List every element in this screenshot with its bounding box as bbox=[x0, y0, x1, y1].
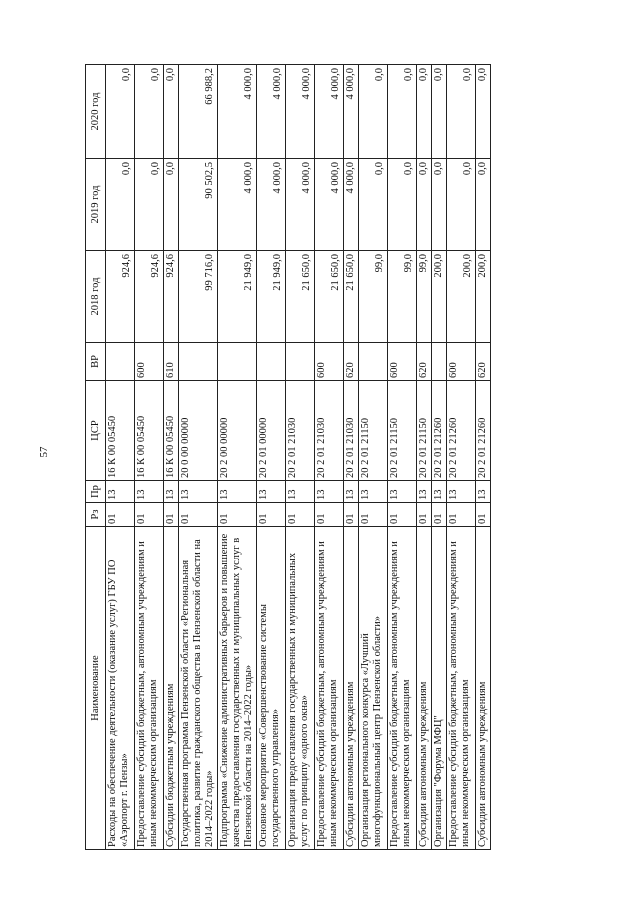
row-name: Предоставление субсидий бюджетным, автономным учреждениям и иным некоммерческим организациям bbox=[135, 527, 164, 850]
row-2019: 90 502,5 bbox=[179, 159, 218, 251]
table-row bbox=[417, 65, 432, 850]
row-rz: 01 bbox=[257, 503, 286, 527]
row-pr: 13 bbox=[359, 481, 388, 503]
row-csr: 16 К 00 05450 bbox=[135, 381, 164, 481]
row-name: Подпрограмма «Снижение административных барьеров и повышение качества предоставления государственных и муниципальных услуг в Пензенской области на 2014–2022 годы» bbox=[218, 527, 257, 850]
column-header-csr: ЦСР bbox=[86, 381, 106, 481]
row-vr: 620 bbox=[344, 343, 359, 381]
row-pr: 13 bbox=[315, 481, 344, 503]
row-2020: 4 000,0 bbox=[344, 65, 359, 159]
row-csr: 20 2 01 21030 bbox=[286, 381, 315, 481]
row-2019: 0,0 bbox=[135, 159, 164, 251]
row-2019: 0,0 bbox=[432, 159, 447, 251]
row-pr: 13 bbox=[432, 481, 447, 503]
row-csr: 20 2 01 21150 bbox=[417, 381, 432, 481]
column-header-2019: 2019 год bbox=[86, 159, 106, 251]
table-row bbox=[257, 65, 286, 850]
row-csr: 20 2 01 21260 bbox=[432, 381, 447, 481]
table-row bbox=[218, 65, 257, 850]
row-2020: 0,0 bbox=[164, 65, 179, 159]
table-row bbox=[388, 65, 417, 850]
row-vr bbox=[432, 343, 447, 381]
row-rz: 01 bbox=[106, 503, 135, 527]
row-vr bbox=[359, 343, 388, 381]
row-rz: 01 bbox=[164, 503, 179, 527]
row-2020: 0,0 bbox=[359, 65, 388, 159]
row-pr: 13 bbox=[286, 481, 315, 503]
row-2018: 200,0 bbox=[432, 251, 447, 343]
row-name: Организация регионального конкурса «Лучший многофункциональный центр Пензенской области» bbox=[359, 527, 388, 850]
row-rz: 01 bbox=[135, 503, 164, 527]
row-2020: 0,0 bbox=[476, 65, 491, 159]
row-rz: 01 bbox=[179, 503, 218, 527]
table-row bbox=[179, 65, 218, 850]
row-2019: 0,0 bbox=[388, 159, 417, 251]
row-pr: 13 bbox=[344, 481, 359, 503]
row-name: Основное мероприятие «Совершенствование системы государственного управления» bbox=[257, 527, 286, 850]
page-number: 57 bbox=[38, 446, 50, 458]
row-csr: 20 2 01 21260 bbox=[476, 381, 491, 481]
table-row bbox=[286, 65, 315, 850]
row-name: Предоставление субсидий бюджетным, автономным учреждениям и иным некоммерческим организациям bbox=[388, 527, 417, 850]
row-name: Организация предоставления государственных и муниципальных услуг по принципу «одного окна» bbox=[286, 527, 315, 850]
column-header-2018: 2018 год bbox=[86, 251, 106, 343]
row-csr: 20 2 01 21030 bbox=[315, 381, 344, 481]
row-rz: 01 bbox=[218, 503, 257, 527]
table-row bbox=[164, 65, 179, 850]
row-csr: 16 К 00 05450 bbox=[164, 381, 179, 481]
row-2018: 200,0 bbox=[476, 251, 491, 343]
row-2018: 99 716,0 bbox=[179, 251, 218, 343]
row-name: Предоставление субсидий бюджетным, автономным учреждениям и иным некоммерческим организациям bbox=[315, 527, 344, 850]
row-2019: 4 000,0 bbox=[286, 159, 315, 251]
row-2018: 200,0 bbox=[447, 251, 476, 343]
row-name: Субсидии автономным учреждениям bbox=[417, 527, 432, 850]
row-name: Субсидии автономным учреждениям bbox=[476, 527, 491, 850]
row-pr: 13 bbox=[447, 481, 476, 503]
row-2018: 21 650,0 bbox=[344, 251, 359, 343]
row-2020: 0,0 bbox=[388, 65, 417, 159]
row-rz: 01 bbox=[447, 503, 476, 527]
row-2020: 4 000,0 bbox=[218, 65, 257, 159]
row-vr bbox=[179, 343, 218, 381]
row-2018: 924,6 bbox=[135, 251, 164, 343]
row-rz: 01 bbox=[286, 503, 315, 527]
row-vr: 600 bbox=[447, 343, 476, 381]
row-2020: 0,0 bbox=[106, 65, 135, 159]
row-rz: 01 bbox=[432, 503, 447, 527]
table-row bbox=[359, 65, 388, 850]
row-vr: 610 bbox=[164, 343, 179, 381]
row-pr: 13 bbox=[476, 481, 491, 503]
column-header-rz: Рз bbox=[86, 503, 106, 527]
row-pr: 13 bbox=[218, 481, 257, 503]
row-2019: 4 000,0 bbox=[218, 159, 257, 251]
row-2019: 4 000,0 bbox=[344, 159, 359, 251]
table-row bbox=[432, 65, 447, 850]
row-2019: 0,0 bbox=[447, 159, 476, 251]
table-row bbox=[315, 65, 344, 850]
row-name: Субсидии бюджетным учреждениям bbox=[164, 527, 179, 850]
table-header-row bbox=[86, 65, 106, 850]
column-header-pr: Пр bbox=[86, 481, 106, 503]
row-2020: 4 000,0 bbox=[257, 65, 286, 159]
table-row bbox=[106, 65, 135, 850]
row-vr bbox=[257, 343, 286, 381]
row-vr: 600 bbox=[315, 343, 344, 381]
row-csr: 20 2 01 21150 bbox=[359, 381, 388, 481]
row-2020: 4 000,0 bbox=[315, 65, 344, 159]
row-pr: 13 bbox=[388, 481, 417, 503]
row-vr: 620 bbox=[476, 343, 491, 381]
row-2019: 0,0 bbox=[417, 159, 432, 251]
row-2018: 21 949,0 bbox=[218, 251, 257, 343]
budget-table bbox=[85, 64, 491, 850]
row-pr: 13 bbox=[164, 481, 179, 503]
row-csr: 20 2 01 21030 bbox=[344, 381, 359, 481]
row-2018: 21 949,0 bbox=[257, 251, 286, 343]
budget-table-container bbox=[85, 65, 518, 850]
row-rz: 01 bbox=[417, 503, 432, 527]
row-rz: 01 bbox=[476, 503, 491, 527]
row-csr: 16 К 00 05450 bbox=[106, 381, 135, 481]
row-csr: 20 2 01 21150 bbox=[388, 381, 417, 481]
row-rz: 01 bbox=[388, 503, 417, 527]
row-2019: 4 000,0 bbox=[315, 159, 344, 251]
row-csr: 20 2 01 21260 bbox=[447, 381, 476, 481]
row-2020: 0,0 bbox=[432, 65, 447, 159]
row-2020: 66 988,2 bbox=[179, 65, 218, 159]
row-pr: 13 bbox=[179, 481, 218, 503]
row-2018: 924,6 bbox=[164, 251, 179, 343]
row-2018: 99,0 bbox=[417, 251, 432, 343]
column-header-name: Наименование bbox=[86, 527, 106, 850]
row-name: Государственная программа Пензенской области «Региональная политика, развитие гражданского общества в Пензенской области на 2014–2022 годы» bbox=[179, 527, 218, 850]
row-name: Субсидии автономным учреждениям bbox=[344, 527, 359, 850]
row-2019: 4 000,0 bbox=[257, 159, 286, 251]
row-pr: 13 bbox=[135, 481, 164, 503]
row-2018: 924,6 bbox=[106, 251, 135, 343]
row-2020: 4 000,0 bbox=[286, 65, 315, 159]
table-row bbox=[476, 65, 491, 850]
row-csr: 20 2 00 00000 bbox=[218, 381, 257, 481]
row-pr: 13 bbox=[417, 481, 432, 503]
row-vr bbox=[286, 343, 315, 381]
column-header-vr: ВР bbox=[86, 343, 106, 381]
row-vr: 620 bbox=[417, 343, 432, 381]
row-2018: 99,0 bbox=[388, 251, 417, 343]
row-name: Организация "Форума МФЦ" bbox=[432, 527, 447, 850]
row-vr: 600 bbox=[388, 343, 417, 381]
row-rz: 01 bbox=[344, 503, 359, 527]
row-2020: 0,0 bbox=[447, 65, 476, 159]
row-2018: 99,0 bbox=[359, 251, 388, 343]
row-rz: 01 bbox=[315, 503, 344, 527]
row-2018: 21 650,0 bbox=[315, 251, 344, 343]
table-row bbox=[447, 65, 476, 850]
row-rz: 01 bbox=[359, 503, 388, 527]
column-header-2020: 2020 год bbox=[86, 65, 106, 159]
row-csr: 20 0 00 00000 bbox=[179, 381, 218, 481]
row-csr: 20 2 01 00000 bbox=[257, 381, 286, 481]
row-2019: 0,0 bbox=[476, 159, 491, 251]
row-2019: 0,0 bbox=[106, 159, 135, 251]
row-2019: 0,0 bbox=[359, 159, 388, 251]
row-name: Предоставление субсидий бюджетным, автономным учреждениям и иным некоммерческим организациям bbox=[447, 527, 476, 850]
table-row bbox=[135, 65, 164, 850]
row-pr: 13 bbox=[106, 481, 135, 503]
table-row bbox=[344, 65, 359, 850]
row-2019: 0,0 bbox=[164, 159, 179, 251]
row-pr: 13 bbox=[257, 481, 286, 503]
row-2020: 0,0 bbox=[417, 65, 432, 159]
row-2020: 0,0 bbox=[135, 65, 164, 159]
row-name: Расходы на обеспечение деятельности (оказание услуг) ГБУ ПО «Аэропорт г. Пензы» bbox=[106, 527, 135, 850]
row-vr bbox=[106, 343, 135, 381]
row-vr: 600 bbox=[135, 343, 164, 381]
row-vr bbox=[218, 343, 257, 381]
row-2018: 21 650,0 bbox=[286, 251, 315, 343]
